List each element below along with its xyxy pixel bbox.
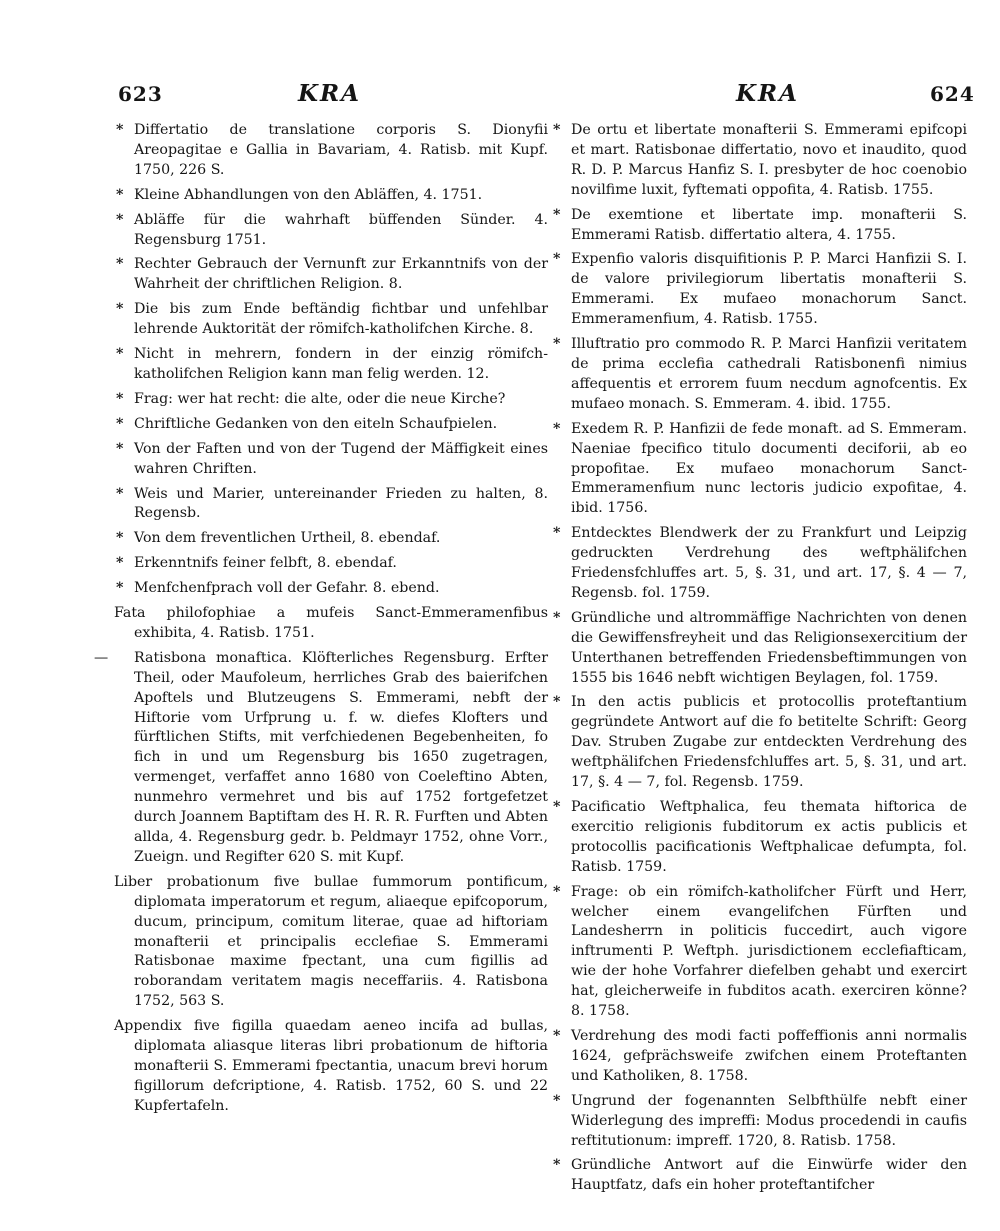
page-header (0, 82, 1000, 118)
entry-text: Frag: wer hat recht: die alte, oder die neue Kirche? (134, 390, 506, 407)
asterisk-marker: * (553, 694, 561, 711)
bibliography-entry (114, 255, 548, 295)
asterisk-marker: * (553, 883, 561, 900)
asterisk-marker: * (116, 530, 124, 547)
bibliography-entry (114, 345, 548, 385)
bibliography-entry (94, 649, 548, 868)
asterisk-marker: * (553, 336, 561, 353)
entry-text: Ungrund der fogenannten Selbfthülfe nebft einer Widerlegung des impreffi: Modus procedendi in caufis reftitutionum: impreff. 1720, 8. Ratisb. 1758. (571, 1092, 967, 1149)
right-page-number: 624 (930, 82, 975, 106)
bibliography-entry (551, 250, 967, 330)
entry-text: Weis und Marier, untereinander Frieden zu halten, 8. Regensb. (134, 485, 548, 522)
asterisk-marker: * (116, 440, 124, 457)
bibliography-entry (114, 300, 548, 340)
bibliography-entry (551, 609, 967, 689)
entry-text: Nicht in mehrern, fondern in der einzig römifch-katholifchen Religion kann man felig werden. 12. (134, 346, 548, 382)
entry-text: Gründliche und altrommäffige Nachrichten von denen die Gewiffensfreyheit und das Religionsexercitium der Unterthanen betreffenden Friedensbeftimmungen von 1555 bis 1646 nebft wichtigen Beylagen, fol. 1759. (571, 609, 967, 686)
bibliography-entry (551, 1156, 967, 1196)
bibliography-entry (551, 798, 967, 878)
dash-marker: — (94, 649, 108, 666)
left-running-head: KRA (298, 80, 361, 107)
bibliography-entry (551, 335, 967, 415)
bibliography-entry (551, 693, 967, 793)
entry-text: Abläffe für die wahrhaft büffenden Sünder. 4. Regensburg 1751. (134, 211, 548, 248)
bibliography-entry (114, 440, 548, 480)
entry-text: Liber probationum five bullae fummorum pontificum, diplomata imperatorum et regum, aliaeque epifcoporum, ducum, principum, comitum literae, quae ad hiftoriam monafterii et principalis ecclefiae S. Emmerami Ratisbonae maxime fpectant, una cum figillis ad roborandam veritatem magis neceffariis. 4. Ratisbona 1752, 563 S. (114, 873, 548, 1010)
bibliography-entry (114, 604, 548, 644)
entry-text: Von dem freventlichen Urtheil, 8. ebendaf. (134, 530, 441, 547)
entry-text: Rechter Gebrauch der Vernunft zur Erkanntnifs von der Wahrheit der chriftlichen Religion. 8. (134, 256, 548, 293)
bibliography-entry (551, 420, 967, 520)
asterisk-marker: * (553, 1157, 561, 1174)
entry-text: Appendix five figilla quaedam aeneo incifa ad bullas, diplomata aliasque literas libri probationum de hiftoria monafterii S. Emmerami fpectantia, unacum brevi horum figillorum defcriptione, 4. Ratisb. 1752, 60 S. und 22 Kupfertafeln. (114, 1018, 548, 1114)
entry-text: Ratisbona monaftica. Klöfterliches Regensburg. Erfter Theil, oder Maufoleum, herrliches Grab des baierifchen Apoftels und Blutzeugens S. Emmerami, nebft der Hiftorie vom Urfprung u. f. w. diefes Klofters und fürftlichen Stifts, mit verfchiedenen Begebenheiten, fo fich in und um Regensburg bis 1650 zugetragen, vermenget, verfaffet anno 1680 von Coeleftino Abten, nunmehro vermehret und bis auf 1752 fortgefetzet durch Joannem Baptiftam des H. R. R. Furften und Abten allda, 4. Regensburg gedr. b. Peldmayr 1752, ohne Vorr., Zueign. und Regifter 620 S. mit Kupf. (134, 649, 548, 865)
asterisk-marker: * (116, 580, 124, 597)
bibliography-entry (114, 554, 548, 574)
asterisk-marker: * (116, 256, 124, 273)
bibliography-entry (551, 121, 967, 201)
asterisk-marker: * (116, 346, 124, 363)
asterisk-marker: * (553, 799, 561, 815)
bibliography-entry (114, 1017, 548, 1117)
bibliography-entry (114, 579, 548, 599)
asterisk-marker: * (553, 609, 561, 626)
bibliography-entry (551, 1092, 967, 1152)
entry-text: Exedem R. P. Hanfizii de fede monaft. ad S. Emmeram. Naeniae fpecifico titulo documenti deciforii, ab eo propofitae. Ex mufaeo monachorum Sanct-Emmeramenfium nunc lectoris judicio expofitae, 4. ibid. 1756. (571, 420, 967, 517)
asterisk-marker: * (116, 485, 124, 502)
asterisk-marker: * (553, 122, 561, 138)
entry-text: Pacificatio Weftphalica, feu themata hiftorica de exercitio religionis fubditorum ex actis publicis et protocollis pacificationis Weftphalicae defumpta, fol. Ratisb. 1759. (571, 799, 967, 875)
bibliography-entry (114, 415, 548, 435)
entry-text: Fata philofophiae a mufeis Sanct-Emmeramenfibus exhibita, 4. Ratisb. 1751. (114, 605, 548, 641)
bibliography-entry (114, 390, 548, 410)
bibliography-entry (114, 211, 548, 251)
bibliography-entry (114, 121, 548, 181)
entry-text: Erkenntnifs feiner felbft, 8. ebendaf. (134, 555, 397, 572)
bibliography-entry (114, 529, 548, 549)
bibliography-entry (551, 1027, 967, 1087)
asterisk-marker: * (553, 251, 561, 268)
entry-text: Entdecktes Blendwerk der zu Frankfurt und Leipzig gedruckten Verdrehung des weftphälifchen Friedensfchluffes art. 5, §. 31, und art. 17, §. 4 — 7, Regensb. fol. 1759. (571, 525, 967, 601)
left-page-number: 623 (118, 82, 163, 106)
entry-text: Kleine Abhandlungen von den Abläffen, 4. 1751. (134, 186, 483, 203)
bibliography-entry (114, 186, 548, 206)
entry-text: Verdrehung des modi facti poffeffionis anni normalis 1624, gefprächsweife zwifchen einem Proteftanten und Katholiken, 8. 1758. (571, 1027, 967, 1084)
asterisk-marker: * (116, 186, 124, 203)
entry-text: Chriftliche Gedanken von den eiteln Schaufpielen. (134, 415, 498, 432)
entry-text: Die bis zum Ende beftändig fichtbar und unfehlbar lehrende Auktorität der römifch-katholifchen Kirche. 8. (134, 301, 548, 338)
bibliography-entry (551, 206, 967, 246)
asterisk-marker: * (116, 555, 124, 572)
bibliography-entry (114, 485, 548, 525)
left-column (94, 121, 548, 1122)
entry-text: Expenfio valoris disquifitionis P. P. Marci Hanfizii S. I. de valore privilegiorum libertatis monafterii S. Emmerami. Ex mufaeo monachorum Sanct. Emmeramenfium, 4. Ratisb. 1755. (571, 251, 967, 328)
entry-text: Menfchenfprach voll der Gefahr. 8. ebend. (134, 580, 440, 597)
bibliography-entry (551, 883, 967, 1022)
asterisk-marker: * (116, 122, 124, 138)
entry-text: Gründliche Antwort auf die Einwürfe wider den Hauptfatz, dafs ein hoher proteftantifcher (571, 1157, 967, 1194)
entry-text: De exemtione et libertate imp. monafterii S. Emmerami Ratisb. differtatio altera, 4. 1755. (571, 206, 967, 243)
entry-text: Differtatio de translatione corporis S. Dionyfii Areopagitae e Gallia in Bavariam, 4. Ratisb. mit Kupf. 1750, 226 S. (134, 122, 548, 178)
asterisk-marker: * (553, 525, 561, 542)
entry-text: In den actis publicis et protocollis proteftantium gegründete Antwort auf die fo betitelte Schrift: Georg Dav. Struben Zugabe zur entdeckten Verdrehung des weftphälifchen Friedensfchluffes art. 5, §. 31, und art. 17, §. 4 — 7, fol. Regensb. 1759. (571, 694, 967, 791)
right-column (551, 121, 967, 1201)
asterisk-marker: * (553, 1092, 561, 1109)
bibliography-entry (551, 524, 967, 604)
asterisk-marker: * (553, 420, 561, 437)
entry-text: Frage: ob ein römifch-katholifcher Fürft und Herr, welcher einem evangelifchen Fürften und Landesherrn in politicis fuccedirt, auch vigore inftrumenti P. Weftph. jurisdictionem ecclefiafticam, wie der hohe Vorfahrer diefelben gehabt und exercirt hat, gleicherweife in fubditos acath. exerciren könne? 8. 1758. (571, 883, 967, 1020)
entry-text: De ortu et libertate monafterii S. Emmerami epifcopi et mart. Ratisbonae differtatio, novo et inaudito, quod R. D. P. Marcus Hanfiz S. I. presbyter de hoc coenobio novilfime luxit, fyftemati oppofita, 4. Ratisb. 1755. (571, 122, 967, 198)
entry-text: Von der Faften und von der Tugend der Mäffigkeit eines wahren Chriften. (134, 440, 548, 477)
asterisk-marker: * (553, 206, 561, 223)
bibliography-entry (114, 873, 548, 1012)
asterisk-marker: * (116, 390, 124, 407)
right-running-head: KRA (736, 80, 799, 107)
asterisk-marker: * (116, 211, 124, 228)
entry-text: Illuftratio pro commodo R. P. Marci Hanfizii veritatem de prima ecclefia cathedrali Ratisbonenfi nimius affequentis et errorem fuum necdum agnofcentis. Ex mufaeo monach. S. Emmeram. 4. ibid. 1755. (571, 336, 967, 412)
asterisk-marker: * (116, 415, 124, 432)
asterisk-marker: * (116, 301, 124, 318)
asterisk-marker: * (553, 1027, 561, 1044)
